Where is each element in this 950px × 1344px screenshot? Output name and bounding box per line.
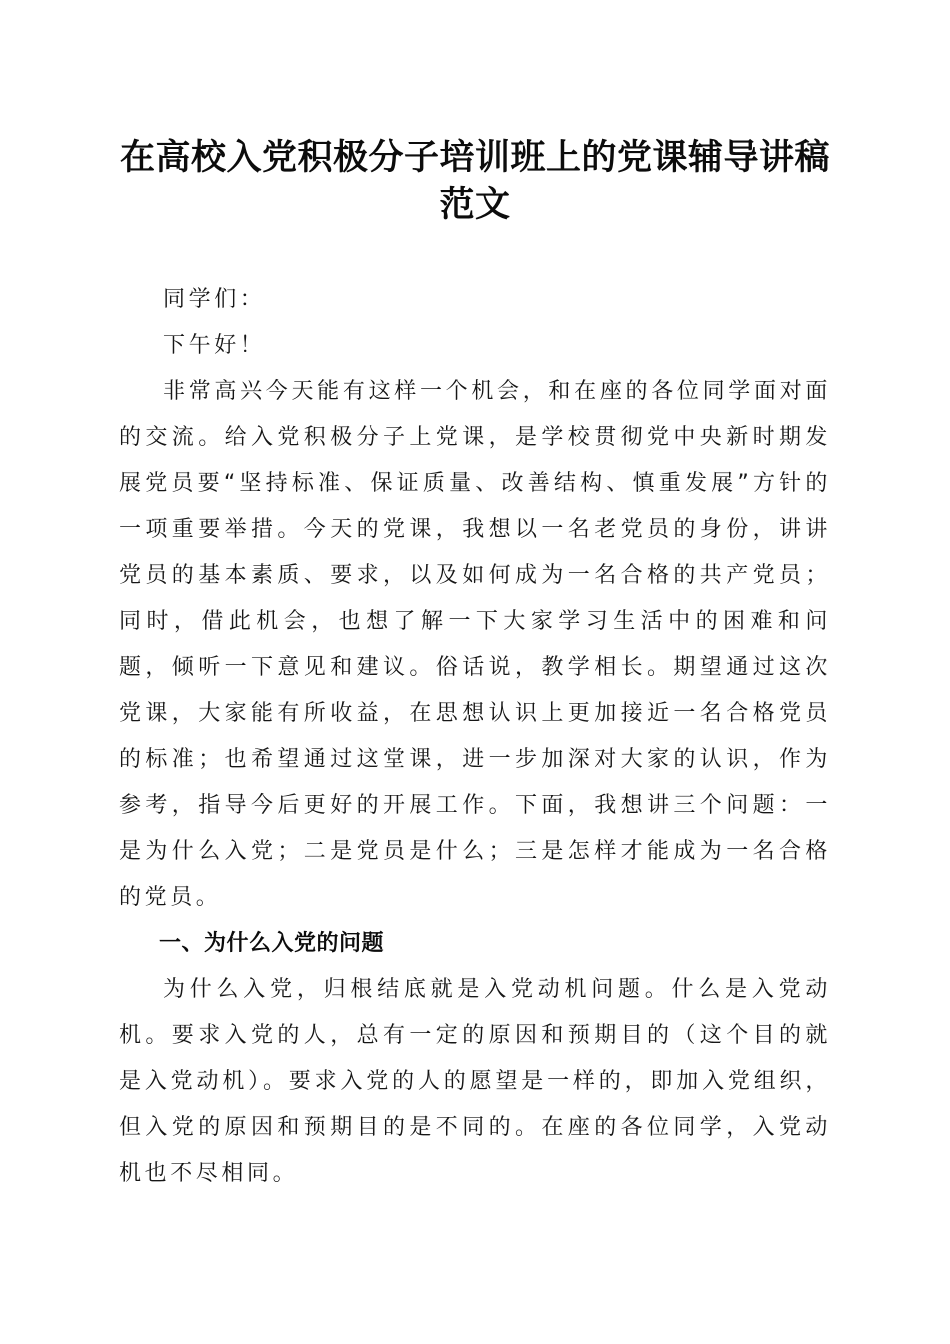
greeting: 下午好！ — [163, 333, 266, 358]
salutation: 同学们： — [163, 287, 266, 312]
section-paragraph: 为什么入党，归根结底就是入党动机问题。什么是入党动机。要求入党的人，总有一定的原因和预期目的（这个目的就是入党动机）。要求入党的人的愿望是一样的，即加入党组织，但入党的原因和预期目的是不同的。在座的各位同学，入党动机也不尽相同。 — [119, 977, 831, 1186]
intro-paragraph: 非常高兴今天能有这样一个机会，和在座的各位同学面对面的交流。给入党积极分子上党课，是学校贯彻党中央新时期发展党员要“坚持标准、保证质量、改善结构、慎重发展”方针的一项重要举措。今天的党课，我想以一名老党员的身份，讲讲党员的基本素质、要求，以及如何成为一名合格的共产党员；同时，借此机会，也想了解一下大家学习生活中的困难和问题，倾听一下意见和建议。俗话说，教学相长。期望通过这次党课，大家能有所收益，在思想认识上更加接近一名合格党员的标准；也希望通过这堂课，进一步加深对大家的认识，作为参考，指导今后更好的开展工作。下面，我想讲三个问题：一是为什么入党；二是党员是什么；三是怎样才能成为一名合格的党员。 — [119, 379, 831, 910]
document-title — [100, 134, 850, 228]
section-heading: 一、为什么入党的问题 — [159, 931, 385, 956]
document-body — [119, 277, 831, 1197]
title-line-2: 范文 — [439, 184, 511, 225]
title-line-1: 在高校入党积极分子培训班上的党课辅导讲稿 — [119, 137, 830, 178]
